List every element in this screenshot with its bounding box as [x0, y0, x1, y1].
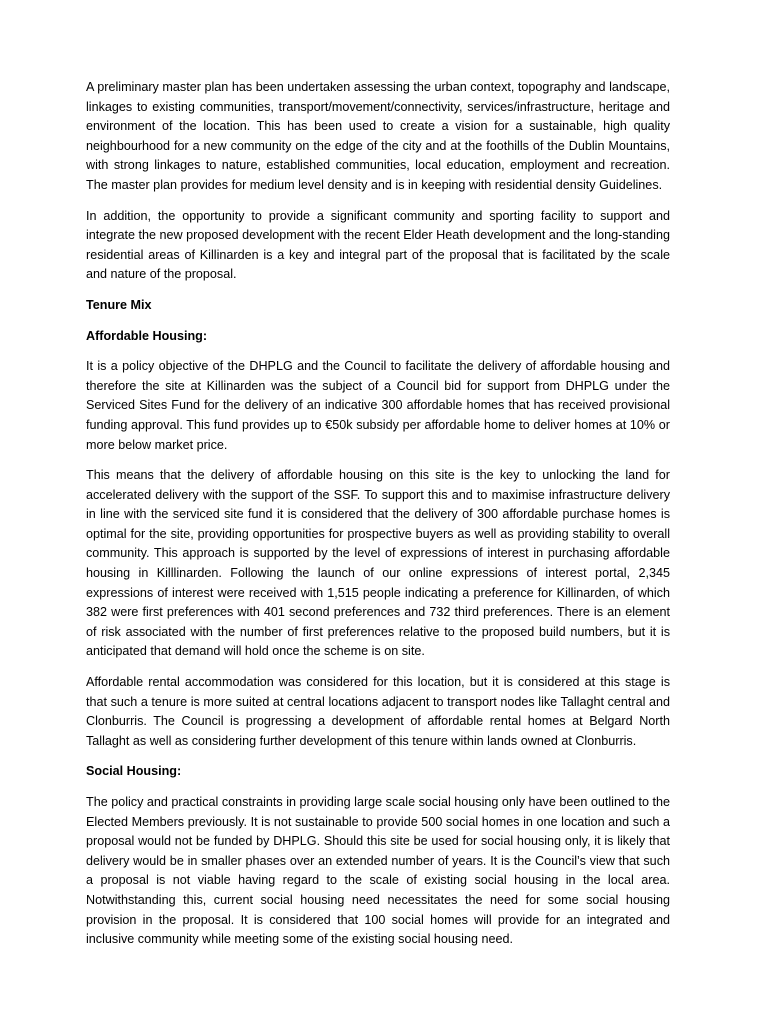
heading-affordable-housing: Affordable Housing: — [86, 328, 208, 343]
paragraph-policy-objective: It is a policy objective of the DHPLG and the Council to facilitate the delivery of affordable housing and therefore the site at Killinarden was the subject of a Council bid for support from DHPLG under the Serviced Sites Fund for the delivery of an indicative 300 affordable homes that has received provisional funding approval. This fund provides up to €50k subsidy per affordable home to deliver homes at 10% or more below market price. — [86, 359, 670, 452]
paragraph-social-housing: The policy and practical constraints in providing large scale social housing only have been outlined to the Elected Members previously. It is not sustainable to provide 500 social homes in one location and such a proposal would not be funded by DHPLG. Should this site be used for social housing only, it is likely that delivery would be in smaller phases over an extended number of years. It is the Council’s view that such a proposal is not viable having regard to the scale of existing social housing in the local area. Notwithstanding this, current social housing need necessitates the need for some social housing provision in the proposal. It is considered that 100 social homes will provide for an integrated and inclusive community while meeting some of the existing social housing need. — [86, 795, 670, 947]
heading-social-housing: Social Housing: — [86, 764, 182, 779]
heading-tenure-mix: Tenure Mix — [86, 297, 152, 312]
paragraph-master-plan: A preliminary master plan has been undertaken assessing the urban context, topography and landscape, linkages to existing communities, transport/movement/connectivity, services/infrastructure, heritage and environment of the location. This has been used to create a vision for a sustainable, high quality neighbourhood for a new community on the edge of the city and at the foothills of the Dublin Mountains, with strong linkages to nature, established communities, local education, employment and recreation. The master plan provides for medium level density and is in keeping with residential density Guidelines. — [86, 80, 670, 192]
paragraph-community-facility: In addition, the opportunity to provide a significant community and sporting facility to support and integrate the new proposed development with the recent Elder Heath development and the long-standing residential areas of Killinarden is a key and integral part of the proposal that is facilitated by the scale and nature of the proposal. — [86, 208, 670, 282]
paragraph-affordable-rental: Affordable rental accommodation was considered for this location, but it is considered at this stage is that such a tenure is more suited at central locations adjacent to transport nodes like Tallaght central and Clonburris. The Council is progressing a development of affordable rental homes at Belgard North Tallaght as well as considering further development of this tenure within lands owned at Clonburris. — [86, 675, 670, 748]
paragraph-affordable-delivery: This means that the delivery of affordable housing on this site is the key to unlocking the land for accelerated delivery with the support of the SSF. To support this and to maximise infrastructure delivery in line with the serviced site fund it is considered that the delivery of 300 affordable purchase homes is optimal for the site, providing opportunities for prospective buyers as well as providing stability to overall community. This approach is supported by the level of expressions of interest in purchasing affordable housing in Killlinarden. Following the launch of our online expressions of interest portal, 2,345 expressions of interest were received with 1,515 people indicating a preference for Killinarden, of which 382 were first preferences with 401 second preferences and 732 third preferences. There is an element of risk associated with the number of first preferences relative to the proposed build numbers, but it is anticipated that demand will hold once the scheme is on site. — [86, 468, 670, 659]
document-page — [86, 78, 670, 961]
